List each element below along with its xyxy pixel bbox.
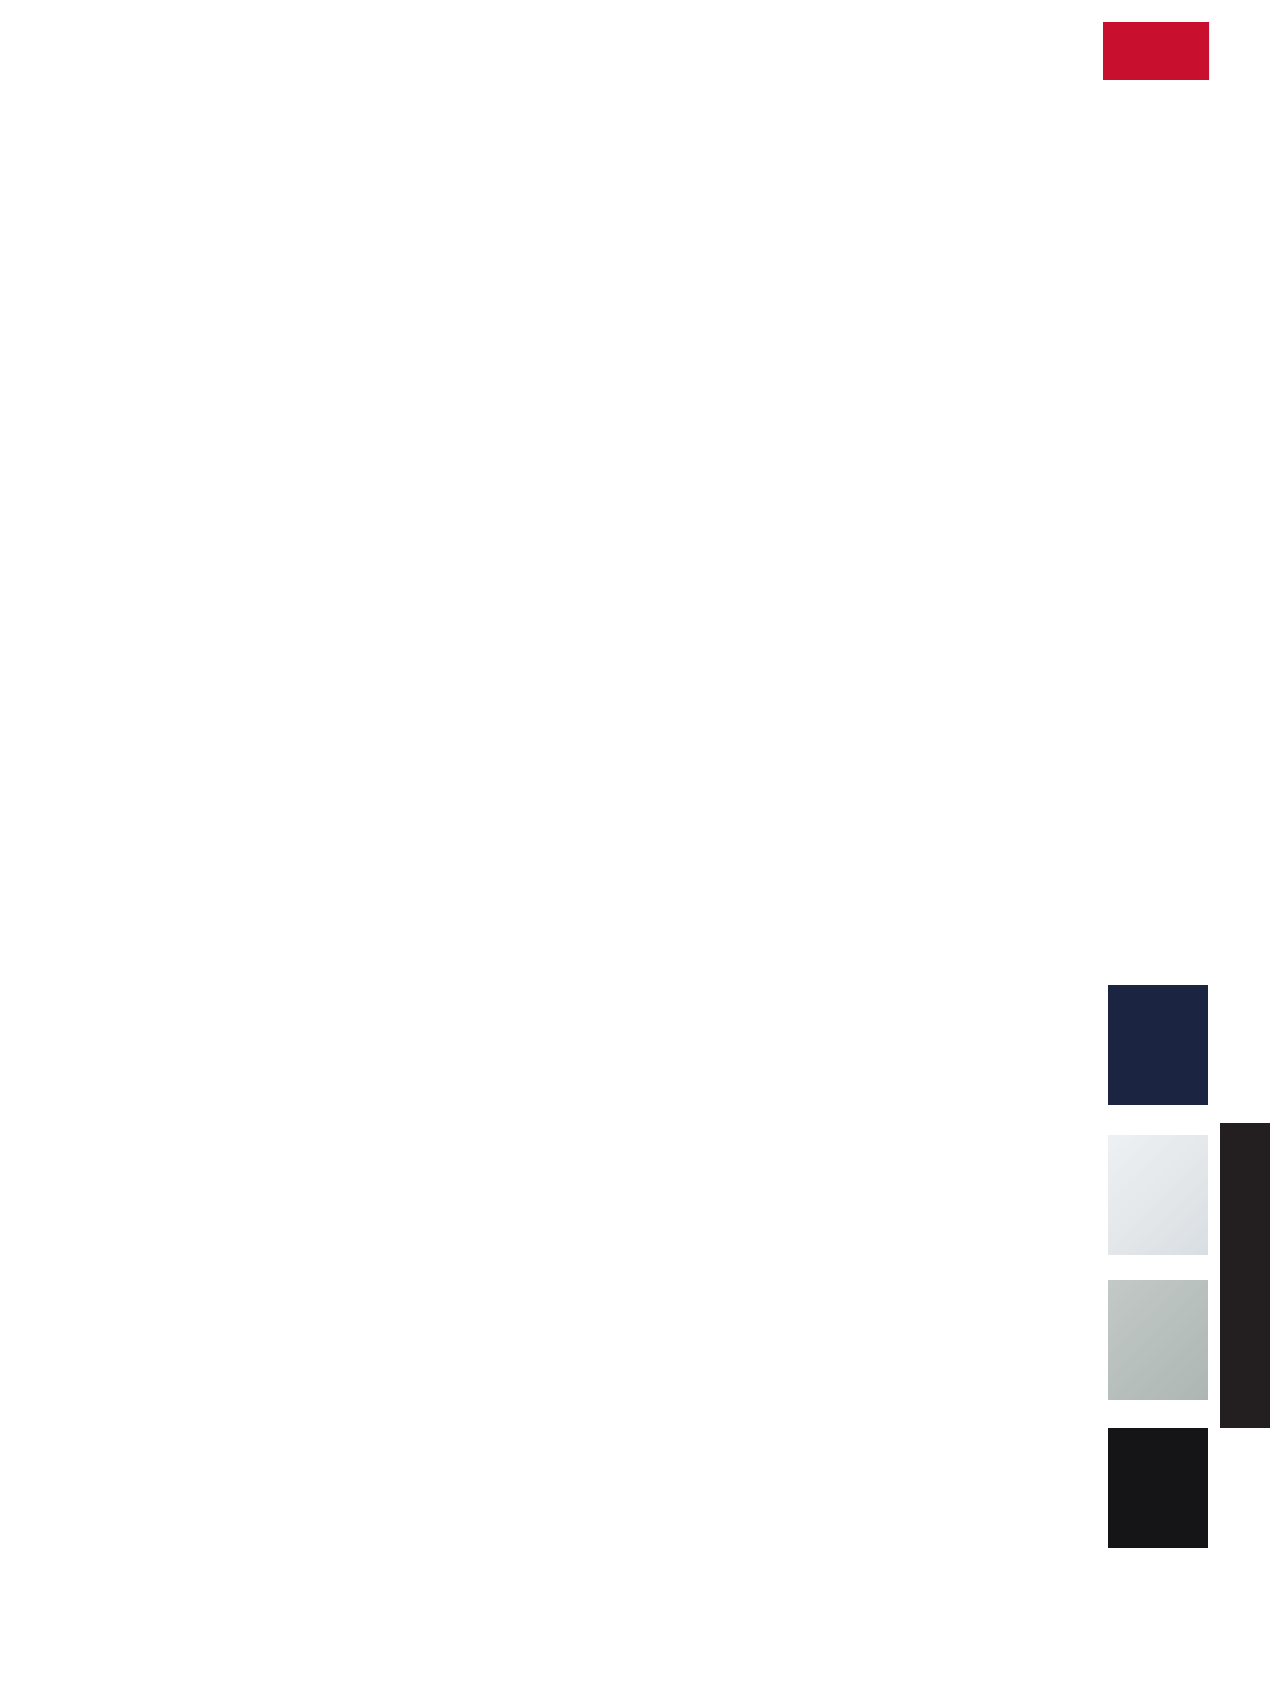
swatch-green bbox=[1108, 1280, 1208, 1400]
slim-fit-tab bbox=[1103, 22, 1209, 80]
swatch-silver bbox=[1108, 1135, 1208, 1255]
swatch-navy bbox=[1108, 985, 1208, 1105]
swatch-black bbox=[1108, 1428, 1208, 1548]
side-series-tab bbox=[1220, 1123, 1270, 1428]
